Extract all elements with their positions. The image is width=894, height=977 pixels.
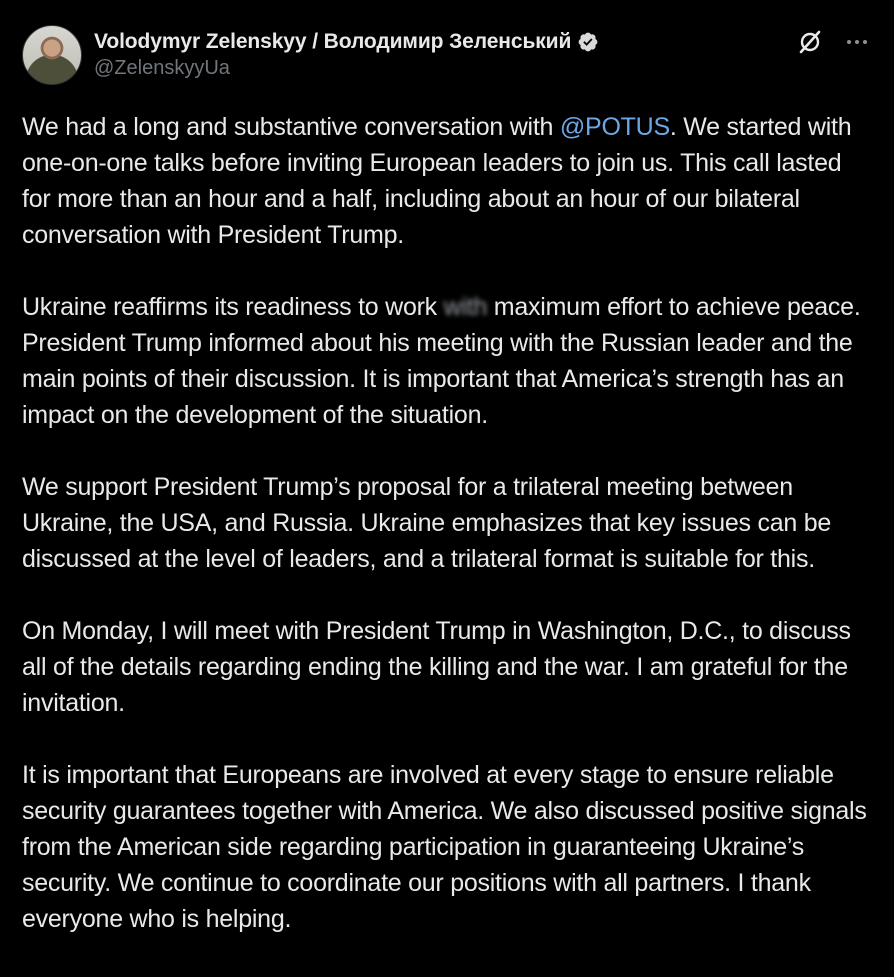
author-identity: [94, 25, 599, 80]
tweet-paragraph-3: We support President Trump’s proposal for a trilateral meeting between Ukraine, the USA, and Russia. Ukraine emphasizes that key issues can be discussed at the level of leaders, and a trilateral format is suitable for this.: [22, 473, 832, 573]
tweet-paragraph-2: [22, 289, 872, 433]
tweet-header: [22, 25, 872, 95]
name-row: [94, 29, 599, 55]
handle[interactable]: @ZelenskyyUa: [94, 57, 230, 79]
blurred-word: with: [443, 293, 488, 321]
tweet-paragraph-4: On Monday, I will meet with President Trump in Washington, D.C., to discuss all of the details regarding ending the killing and the war. I am grateful for the invitation.: [22, 617, 851, 717]
text-segment: maximum effort to achieve peace. President Trump informed about his meeting with the Russian leader and the main points of their discussion. It is important that America’s strength has an impact on the development of the situation.: [22, 293, 861, 429]
mention-link[interactable]: @POTUS: [559, 113, 670, 141]
tweet-text: [22, 109, 872, 937]
display-name[interactable]: Volodymyr Zelenskyy / Володимир Зеленський: [94, 30, 572, 53]
more-icon[interactable]: [844, 29, 870, 55]
grok-icon[interactable]: [796, 28, 824, 56]
verified-badge-icon[interactable]: [577, 31, 599, 53]
tweet-paragraph-5: It is important that Europeans are involved at every stage to ensure reliable security guarantees together with America. We also discussed positive signals from the American side regarding participation in guaranteeing Ukraine’s security. We continue to coordinate our positions with all partners. I thank everyone who is helping.: [22, 761, 867, 933]
avatar[interactable]: [22, 25, 82, 85]
text-segment: . We started with one-on-one talks before inviting European leaders to join us. This call lasted for more than an hour and a half, including about an hour of our bilateral conversation with President Trump.: [22, 113, 852, 249]
tweet-actions: [796, 28, 870, 56]
text-segment: Ukraine reaffirms its readiness to work: [22, 293, 444, 321]
text-segment: We had a long and substantive conversation with: [22, 113, 560, 141]
tweet-paragraph-1: [22, 109, 872, 253]
